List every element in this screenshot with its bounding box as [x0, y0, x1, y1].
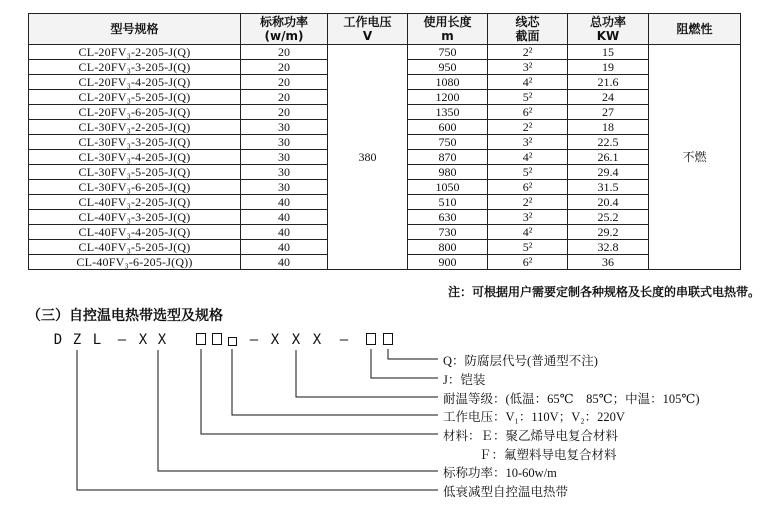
- cell-core: 2²: [488, 195, 568, 210]
- cell-total-power: 31.5: [568, 180, 649, 195]
- cell-model: CL-30FV₃-3-205-J(Q): [29, 135, 241, 150]
- cell-total-power: 19: [568, 60, 649, 75]
- cell-power: 40: [241, 240, 328, 255]
- cell-total-power: 29.2: [568, 225, 649, 240]
- code-dash-1: –: [117, 332, 127, 348]
- legend-voltage: 工作电压：V₁：110V；V₂：220V: [443, 410, 625, 424]
- cell-total-power: 15: [568, 45, 649, 60]
- cell-model: CL-30FV₃-4-205-J(Q): [29, 150, 241, 165]
- leader-power: [158, 350, 438, 471]
- code-char-l: L: [92, 332, 102, 348]
- cell-total-power: 22.5: [568, 135, 649, 150]
- cell-power: 20: [241, 60, 328, 75]
- legend-armor: J：铠装: [443, 373, 486, 387]
- cell-core: 4²: [488, 150, 568, 165]
- cell-length: 1050: [408, 180, 488, 195]
- cell-length: 600: [408, 120, 488, 135]
- legend-type: 低衰减型自控温电热带: [443, 485, 569, 499]
- cell-model: CL-20FV₃-3-205-J(Q): [29, 60, 241, 75]
- cell-core: 2²: [488, 120, 568, 135]
- cell-core: 5²: [488, 240, 568, 255]
- cell-core: 3²: [488, 60, 568, 75]
- header-voltage-label: 工作电压 V: [343, 15, 392, 43]
- header-flame-label: 阻燃性: [676, 22, 713, 36]
- cell-length: 900: [408, 255, 488, 270]
- cell-power: 40: [241, 225, 328, 240]
- cell-power: 20: [241, 45, 328, 60]
- cell-model: CL-20FV₃-2-205-J(Q): [29, 45, 241, 60]
- cell-total-power: 24: [568, 90, 649, 105]
- cell-length: 980: [408, 165, 488, 180]
- cell-power: 30: [241, 135, 328, 150]
- cell-length: 1200: [408, 90, 488, 105]
- cell-total-power: 32.8: [568, 240, 649, 255]
- cell-length: 950: [408, 60, 488, 75]
- cell-model: CL-20FV₃-5-205-J(Q): [29, 90, 241, 105]
- cell-core: 4²: [488, 75, 568, 90]
- cell-model: CL-30FV₃-6-205-J(Q): [29, 180, 241, 195]
- cell-voltage: 380: [328, 45, 408, 270]
- cell-power: 40: [241, 195, 328, 210]
- cell-power: 30: [241, 150, 328, 165]
- header-core-label: 线芯 截面: [515, 15, 540, 43]
- cell-core: 6²: [488, 255, 568, 270]
- cell-model: CL-20FV₃-4-205-J(Q): [29, 75, 241, 90]
- leader-material: [201, 349, 438, 434]
- cell-length: 800: [408, 240, 488, 255]
- cell-length: 1350: [408, 105, 488, 120]
- code-char-x2: X: [157, 332, 167, 348]
- legend-material-f: Ｆ：氟塑料导电复合材料: [479, 448, 617, 462]
- cell-total-power: 21.6: [568, 75, 649, 90]
- cell-core: 2²: [488, 45, 568, 60]
- cell-core: 6²: [488, 105, 568, 120]
- code-char-x3: X: [270, 332, 280, 348]
- cell-power: 20: [241, 90, 328, 105]
- cell-length: 750: [408, 45, 488, 60]
- cell-model: CL-30FV₃-5-205-J(Q): [29, 165, 241, 180]
- leader-temp: [296, 350, 438, 397]
- cell-core: 5²: [488, 90, 568, 105]
- cell-total-power: 25.2: [568, 210, 649, 225]
- cell-total-power: 20.4: [568, 195, 649, 210]
- cell-model: CL-40FV₃-6-205-J(Q)): [29, 255, 241, 270]
- code-char-x4: X: [291, 332, 301, 348]
- cell-model: CL-20FV₃-6-205-J(Q): [29, 105, 241, 120]
- cell-model: CL-40FV₃-3-205-J(Q): [29, 210, 241, 225]
- header-total-power-label: 总功率 KW: [589, 15, 626, 43]
- cell-power: 40: [241, 255, 328, 270]
- cell-length: 730: [408, 225, 488, 240]
- code-dash-2: –: [249, 332, 259, 348]
- cell-core: 5²: [488, 165, 568, 180]
- leader-armor: [371, 349, 438, 378]
- legend-anticorrosion: Q：防腐层代号(普通型不注): [443, 354, 598, 368]
- cell-total-power: 27: [568, 105, 649, 120]
- cell-total-power: 18: [568, 120, 649, 135]
- leader-type: [77, 350, 438, 490]
- legend-material-e: 材料：Ｅ：聚乙烯导电复合材料: [443, 429, 619, 443]
- cell-length: 630: [408, 210, 488, 225]
- cell-flame: 不燃: [649, 45, 741, 270]
- code-char-x5: X: [312, 332, 322, 348]
- cell-length: 750: [408, 135, 488, 150]
- code-dash-3: –: [339, 332, 349, 348]
- cell-length: 510: [408, 195, 488, 210]
- cell-length: 1080: [408, 75, 488, 90]
- table-note: 注：可根据用户需要定制各种规格及长度的串联式电热带。: [447, 285, 760, 299]
- header-power-label: 标称功率 (w/m): [259, 15, 308, 43]
- header-model-label: 型号规格: [110, 22, 159, 36]
- cell-model: CL-40FV₃-5-205-J(Q): [29, 240, 241, 255]
- legend-power: 标称功率：10-60w/m: [443, 466, 557, 480]
- cell-model: CL-40FV₃-4-205-J(Q): [29, 225, 241, 240]
- cell-core: 3²: [488, 135, 568, 150]
- cell-power: 20: [241, 75, 328, 90]
- cell-model: CL-30FV₃-2-205-J(Q): [29, 120, 241, 135]
- cell-length: 870: [408, 150, 488, 165]
- cell-power: 30: [241, 165, 328, 180]
- cell-power: 30: [241, 120, 328, 135]
- cell-power: 40: [241, 210, 328, 225]
- cell-core: 3²: [488, 210, 568, 225]
- cell-total-power: 26.1: [568, 150, 649, 165]
- section-title: （三）自控温电热带选型及规格: [27, 308, 223, 324]
- code-char-x1: X: [138, 332, 148, 348]
- cell-total-power: 36: [568, 255, 649, 270]
- cell-power: 30: [241, 180, 328, 195]
- cell-total-power: 29.4: [568, 165, 649, 180]
- code-char-d: D: [53, 332, 63, 348]
- header-length-label: 使用长度 m: [423, 15, 472, 43]
- leader-anticorrosion: [388, 349, 438, 359]
- cell-core: 6²: [488, 180, 568, 195]
- cell-core: 4²: [488, 225, 568, 240]
- cell-power: 20: [241, 105, 328, 120]
- code-char-z: Z: [72, 332, 82, 348]
- cell-model: CL-40FV₃-2-205-J(Q): [29, 195, 241, 210]
- legend-temp-grade: 耐温等级：(低温：65℃ 85℃；中温：105℃): [443, 392, 700, 406]
